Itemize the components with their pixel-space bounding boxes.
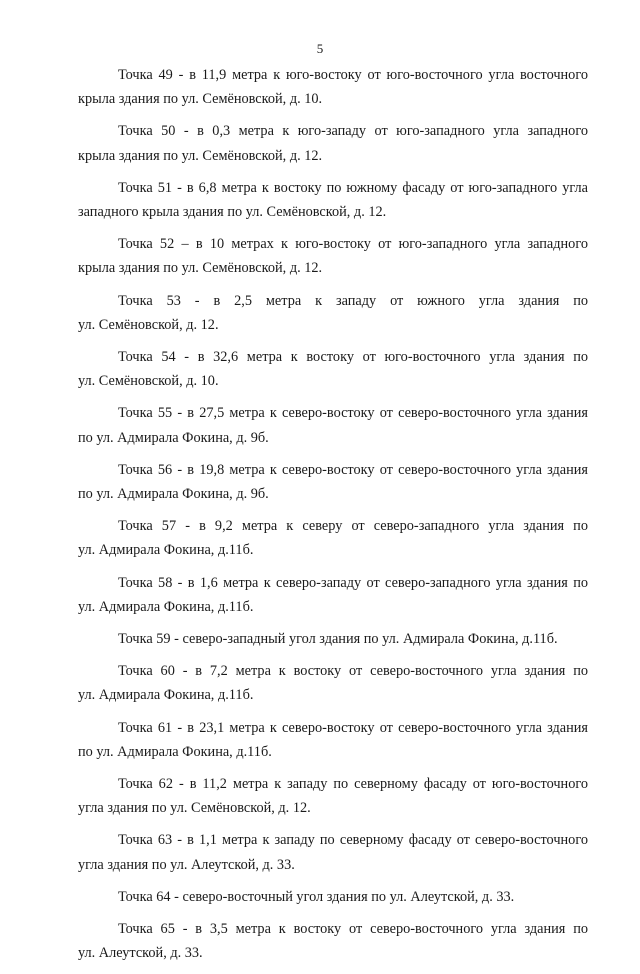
paragraph-point-53 <box>78 289 588 337</box>
paragraph-line-rest: крыла здания по ул. Семёновской, д. 10. <box>78 91 323 108</box>
paragraph-point-58 <box>78 571 588 619</box>
paragraph-line-rest: ул. Семёновской, д. 12. <box>78 316 219 333</box>
paragraph-line-first: Точка 57 - в 9,2 метра к северу от северо-западного угла здания по <box>118 518 588 535</box>
paragraph-line-first: Точка 62 - в 11,2 метра к западу по северному фасаду от юго-восточного <box>118 776 588 793</box>
paragraph-line-first: Точка 51 - в 6,8 метра к востоку по южному фасаду от юго-западного угла <box>118 179 588 196</box>
paragraph-line-rest: ул. Адмирала Фокина, д.11б. <box>78 542 254 559</box>
paragraph-line-rest: ул. Алеутской, д. 33. <box>78 945 203 962</box>
paragraph-point-57 <box>78 514 588 562</box>
paragraph-line-first: Точка 53 - в 2,5 метра к западу от южного угла здания по <box>118 292 588 309</box>
paragraph-line-rest: ул. Адмирала Фокина, д.11б. <box>78 598 254 615</box>
paragraph-point-54 <box>78 345 588 393</box>
paragraph-line-rest: западного крыла здания по ул. Семёновской, д. 12. <box>78 204 387 221</box>
page-number: 5 <box>316 41 324 56</box>
paragraph-line-first: Точка 55 - в 27,5 метра к северо-востоку от северо-восточного угла здания <box>118 405 588 422</box>
paragraph-point-64 <box>78 885 588 909</box>
paragraph-line-rest: по ул. Адмирала Фокина, д. 9б. <box>78 429 269 446</box>
paragraph-point-52 <box>78 232 588 280</box>
paragraph-line-first: Точка 63 - в 1,1 метра к западу по северному фасаду от северо-восточного <box>118 832 588 849</box>
paragraph-point-60 <box>78 659 588 707</box>
paragraph-point-59 <box>78 627 588 651</box>
paragraph-line-first: Точка 65 - в 3,5 метра к востоку от северо-восточного угла здания по <box>118 921 588 938</box>
paragraph-point-61 <box>78 716 588 764</box>
paragraph-line-first: Точка 64 - северо-восточный угол здания по ул. Алеутской, д. 33. <box>118 888 515 905</box>
paragraph-line-rest: по ул. Адмирала Фокина, д.11б. <box>78 743 272 760</box>
paragraph-point-55 <box>78 401 588 449</box>
paragraph-point-65 <box>78 917 588 965</box>
paragraph-line-rest: крыла здания по ул. Семёновской, д. 12. <box>78 260 323 277</box>
document-body <box>78 63 588 974</box>
paragraph-line-rest: крыла здания по ул. Семёновской, д. 12. <box>78 147 323 164</box>
paragraph-line-rest: ул. Семёновской, д. 10. <box>78 373 219 390</box>
paragraph-point-51 <box>78 176 588 224</box>
paragraph-line-first: Точка 56 - в 19,8 метра к северо-востоку от северо-восточного угла здания <box>118 461 588 478</box>
paragraph-line-rest: ул. Адмирала Фокина, д.11б. <box>78 687 254 704</box>
paragraph-point-49 <box>78 63 588 111</box>
paragraph-line-first: Точка 59 - северо-западный угол здания по ул. Адмирала Фокина, д.11б. <box>118 631 558 648</box>
paragraph-point-62 <box>78 772 588 820</box>
paragraph-line-rest: угла здания по ул. Алеутской, д. 33. <box>78 856 295 873</box>
paragraph-line-first: Точка 49 - в 11,9 метра к юго-востоку от юго-восточного угла восточного <box>118 67 588 83</box>
paragraph-line-first: Точка 52 – в 10 метрах к юго-востоку от юго-западного угла западного <box>118 236 588 253</box>
paragraph-line-first: Точка 50 - в 0,3 метра к юго-западу от юго-западного угла западного <box>118 123 588 140</box>
paragraph-line-rest: угла здания по ул. Семёновской, д. 12. <box>78 800 311 817</box>
paragraph-line-first: Точка 58 - в 1,6 метра к северо-западу от северо-западного угла здания по <box>118 574 588 591</box>
paragraph-line-first: Точка 61 - в 23,1 метра к северо-востоку от северо-восточного угла здания <box>118 719 588 736</box>
paragraph-point-56 <box>78 458 588 506</box>
paragraph-line-first: Точка 54 - в 32,6 метра к востоку от юго-восточного угла здания по <box>118 349 588 366</box>
paragraph-line-first: Точка 60 - в 7,2 метра к востоку от северо-восточного угла здания по <box>118 663 588 680</box>
paragraph-point-50 <box>78 119 588 167</box>
paragraph-line-rest: по ул. Адмирала Фокина, д. 9б. <box>78 486 269 503</box>
paragraph-point-63 <box>78 828 588 876</box>
